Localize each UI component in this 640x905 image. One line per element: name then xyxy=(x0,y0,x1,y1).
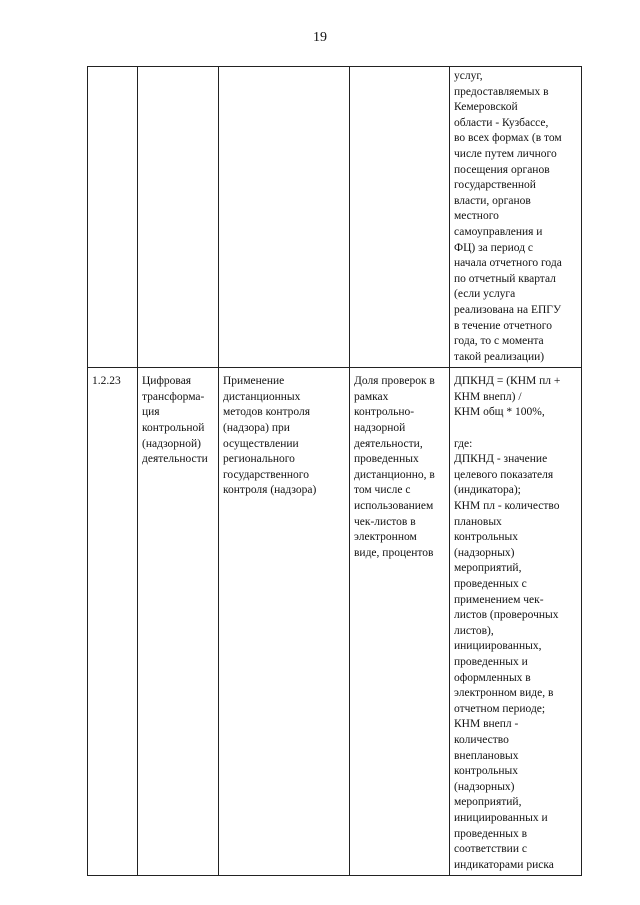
cell-indicator xyxy=(350,67,450,368)
cell-number xyxy=(88,67,138,368)
program-table xyxy=(87,66,582,876)
table-row xyxy=(88,67,582,368)
cell-name: Цифровая трансформа- ция контрольной (надзорной) деятельности xyxy=(138,368,219,876)
cell-formula: услуг, предоставляемых в Кемеровской области - Кузбассе, во всех формах (в том числе путем личного посещения органов государственной власти, органов местного самоуправления и ФЦ) за период с начала отчетного года по отчетный квартал (если услуга реализована на ЕПГУ в течение отчетного года, то с момента такой реализации) xyxy=(450,67,582,368)
cell-name xyxy=(138,67,219,368)
cell-description: Применение дистанционных методов контроля (надзора) при осуществлении регионального государственного контроля (надзора) xyxy=(219,368,350,876)
table-row xyxy=(88,368,582,876)
cell-formula: ДПКНД = (КНМ пл + КНМ внепл) / КНМ общ * 100%, где: ДПКНД - значение целевого показателя (индикатора); КНМ пл - количество плановых контрольных (надзорных) мероприятий, проведенных с применением чек- листов (проверочных листов), инициированных, проведенных и оформленных в электронном виде, в отчетном периоде; КНМ внепл - количество внеплановых контрольных (надзорных) мероприятий, инициированных и проведенных в соответствии с индикаторами риска xyxy=(450,368,582,876)
cell-description xyxy=(219,67,350,368)
page-number: 19 xyxy=(313,30,327,45)
cell-indicator: Доля проверок в рамках контрольно- надзорной деятельности, проведенных дистанционно, в том числе с использованием чек-листов в электронном виде, процентов xyxy=(350,368,450,876)
cell-number: 1.2.23 xyxy=(88,368,138,876)
